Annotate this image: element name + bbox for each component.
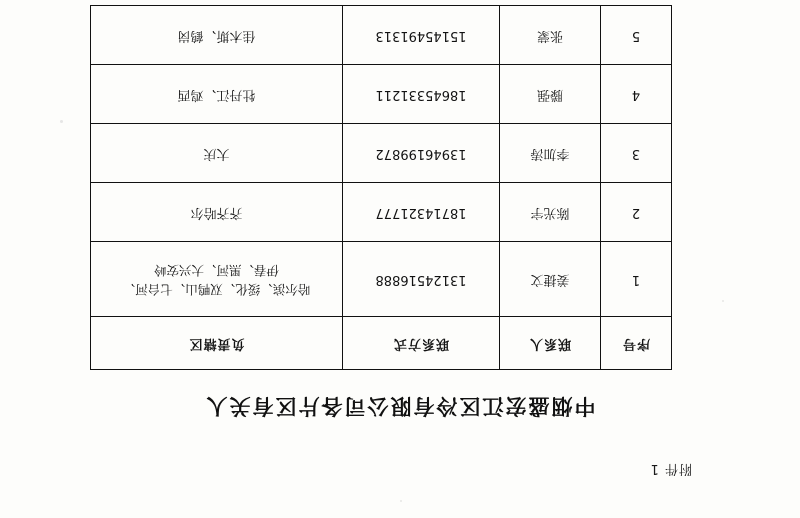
scan-speck bbox=[722, 300, 724, 302]
cell-area: 大庆 bbox=[91, 124, 343, 183]
cell-phone: 18645331211 bbox=[343, 65, 500, 124]
cell-name: 张蒙 bbox=[500, 6, 601, 65]
column-header-phone: 联系方式 bbox=[343, 317, 500, 370]
table-row bbox=[91, 65, 672, 124]
table-row bbox=[91, 124, 672, 183]
scan-speck bbox=[400, 500, 402, 502]
attachment-label: 附件 1 bbox=[649, 461, 692, 476]
cell-phone: 18714321777 bbox=[343, 183, 500, 242]
cell-area: 齐齐哈尔 bbox=[91, 183, 343, 242]
cell-no: 1 bbox=[601, 242, 672, 317]
table-row bbox=[91, 242, 672, 317]
cell-phone: 13946199872 bbox=[343, 124, 500, 183]
table-row bbox=[91, 183, 672, 242]
page-title: 中烟盛宏江区冷有限公司各片区有关人 bbox=[204, 394, 596, 418]
column-header-no: 序号 bbox=[601, 317, 672, 370]
cell-name: 李加涛 bbox=[500, 124, 601, 183]
cell-no: 2 bbox=[601, 183, 672, 242]
table-row bbox=[91, 6, 672, 65]
cell-area bbox=[91, 242, 343, 317]
cell-area: 牡丹江、鸡西 bbox=[91, 65, 343, 124]
cell-name: 滕强 bbox=[500, 65, 601, 124]
cell-area: 佳木斯、鹤岗 bbox=[91, 6, 343, 65]
area-line: 哈尔滨、绥化、双鸭山、七台河、 bbox=[122, 281, 311, 297]
contacts-table bbox=[90, 5, 672, 370]
cell-phone: 15145491313 bbox=[343, 6, 500, 65]
table-header-row bbox=[91, 317, 672, 370]
scan-speck bbox=[60, 120, 63, 123]
cell-name: 姜捷文 bbox=[500, 242, 601, 317]
cell-no: 5 bbox=[601, 6, 672, 65]
column-header-name: 联系人 bbox=[500, 317, 601, 370]
cell-name: 陈光宇 bbox=[500, 183, 601, 242]
cell-no: 4 bbox=[601, 65, 672, 124]
cell-no: 3 bbox=[601, 124, 672, 183]
cell-phone: 13124516888 bbox=[343, 242, 500, 317]
column-header-area: 负责辖区 bbox=[91, 317, 343, 370]
area-line: 伊春、黑河、大兴安岭 bbox=[154, 263, 280, 278]
